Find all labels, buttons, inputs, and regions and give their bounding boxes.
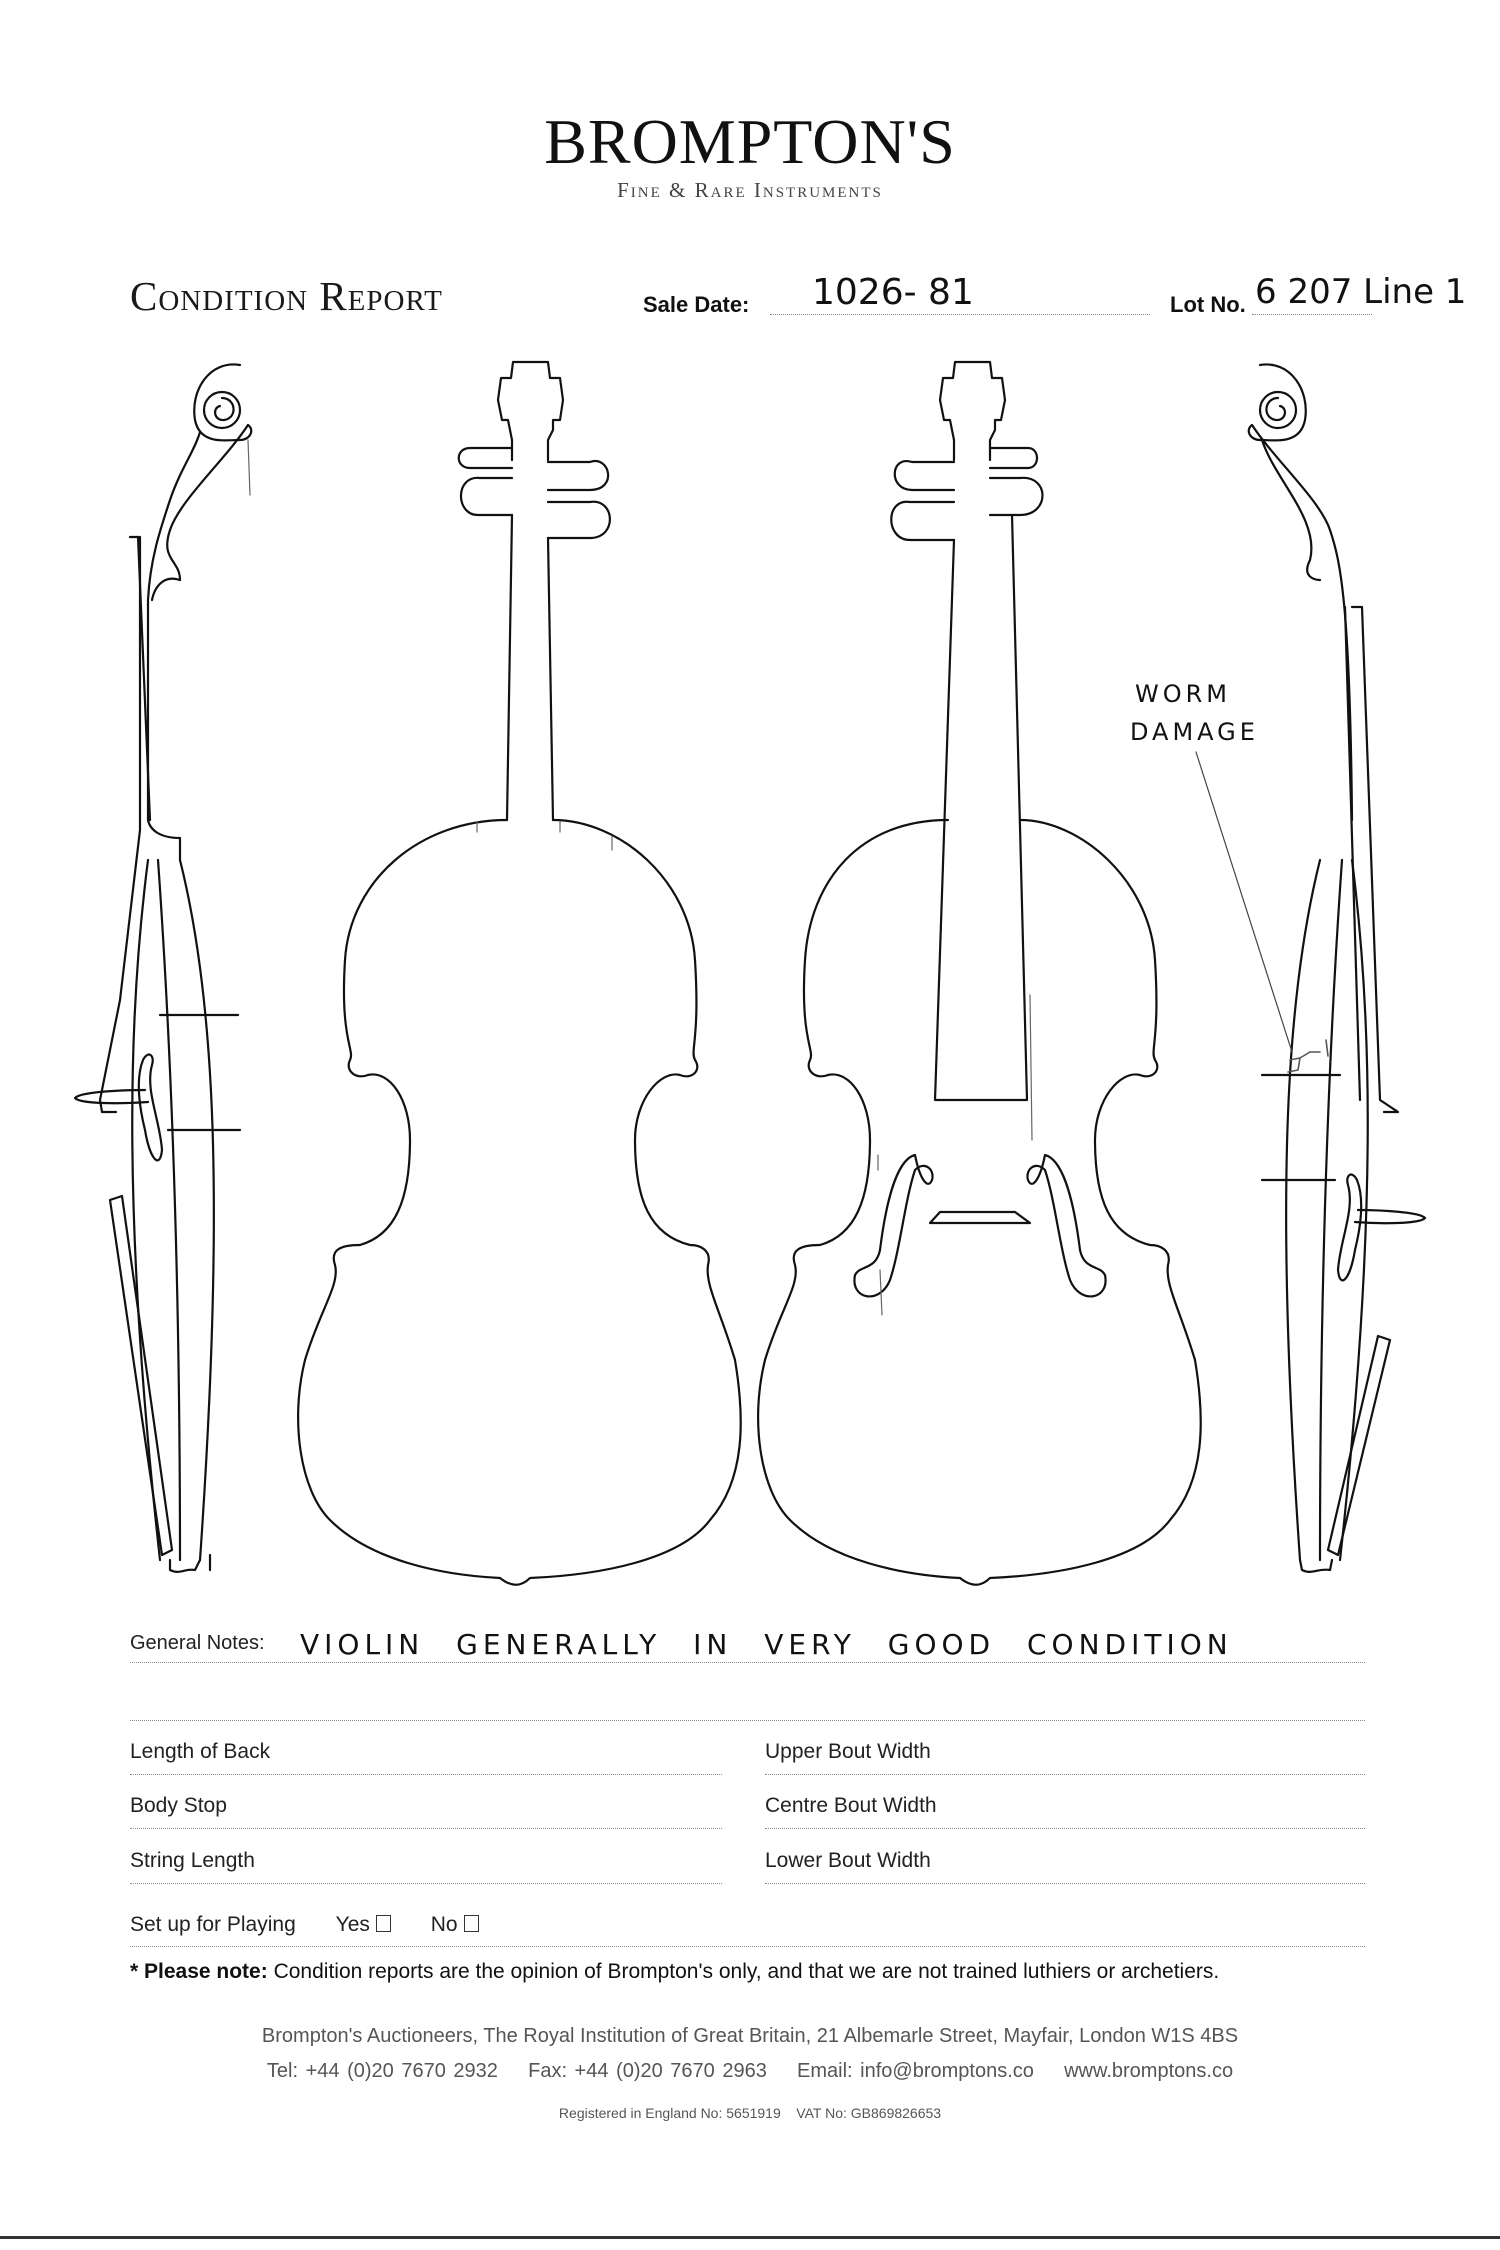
annotation-worm: WORM [1135,680,1232,708]
setup-row [130,1913,479,1937]
upper-bout-width-field[interactable] [765,1774,1365,1775]
general-notes-line-2 [130,1720,1365,1721]
general-notes-label: General Notes: [130,1632,265,1654]
brand-logo: BROMPTON'S [544,106,956,177]
yes-label: Yes [335,1913,370,1936]
body-stop-label: Body Stop [130,1794,227,1817]
page-title: Condition Report [130,273,443,319]
no-checkbox[interactable] [464,1915,479,1932]
string-length-label: String Length [130,1849,255,1872]
length-of-back-field[interactable] [130,1774,722,1775]
upper-bout-width-label: Upper Bout Width [765,1740,931,1763]
length-of-back-label: Length of Back [130,1740,271,1763]
setup-label: Set up for Playing [130,1913,296,1936]
disclaimer [130,1960,1219,1984]
back-view [298,362,741,1585]
side-view-right [1196,364,1425,1571]
scan-edge [0,2236,1500,2239]
centre-bout-width-label: Centre Bout Width [765,1794,937,1817]
general-notes-field[interactable]: VIOLIN GENERALLY IN VERY GOOD CONDITION [300,1628,1233,1661]
sale-date-field[interactable]: 1026- 81 [812,272,974,313]
footer-registration: Registered in England No: 5651919 VAT No: GB869826653 [558,2105,942,2121]
lot-number-field[interactable]: 6 207 Line 1 [1255,272,1467,312]
centre-bout-width-field[interactable] [765,1828,1365,1829]
disclaimer-text: Condition reports are the opinion of Brompton's only, and that we are not trained luthiers or archetiers. [267,1960,1220,1983]
front-view [758,362,1201,1585]
footer-contact: Tel: +44 (0)20 7670 2932 Fax: +44 (0)20 7670 2963 Email: info@bromptons.co www.bromptons.co [266,2060,1234,2082]
string-length-field[interactable] [130,1883,722,1884]
lot-number-label: Lot No. [1170,292,1246,317]
setup-line [130,1946,1365,1947]
disclaimer-bold: * Please note: [130,1960,268,1983]
no-label: No [430,1913,458,1936]
lower-bout-width-field[interactable] [765,1883,1365,1884]
side-view-left [75,364,251,1571]
footer-address: Brompton's Auctioneers, The Royal Institution of Great Britain, 21 Albemarle Street, Mayfair, London W1S 4BS [261,2025,1239,2047]
lower-bout-width-label: Lower Bout Width [765,1849,931,1872]
brand-tagline: Fine & Rare Instruments [617,178,883,202]
yes-checkbox[interactable] [376,1915,391,1932]
annotation-damage: DAMAGE [1130,718,1259,746]
sale-date-label: Sale Date: [643,292,750,317]
body-stop-field[interactable] [130,1828,722,1829]
general-notes-line-1 [130,1662,1365,1663]
pencil-marks [248,440,1032,1315]
